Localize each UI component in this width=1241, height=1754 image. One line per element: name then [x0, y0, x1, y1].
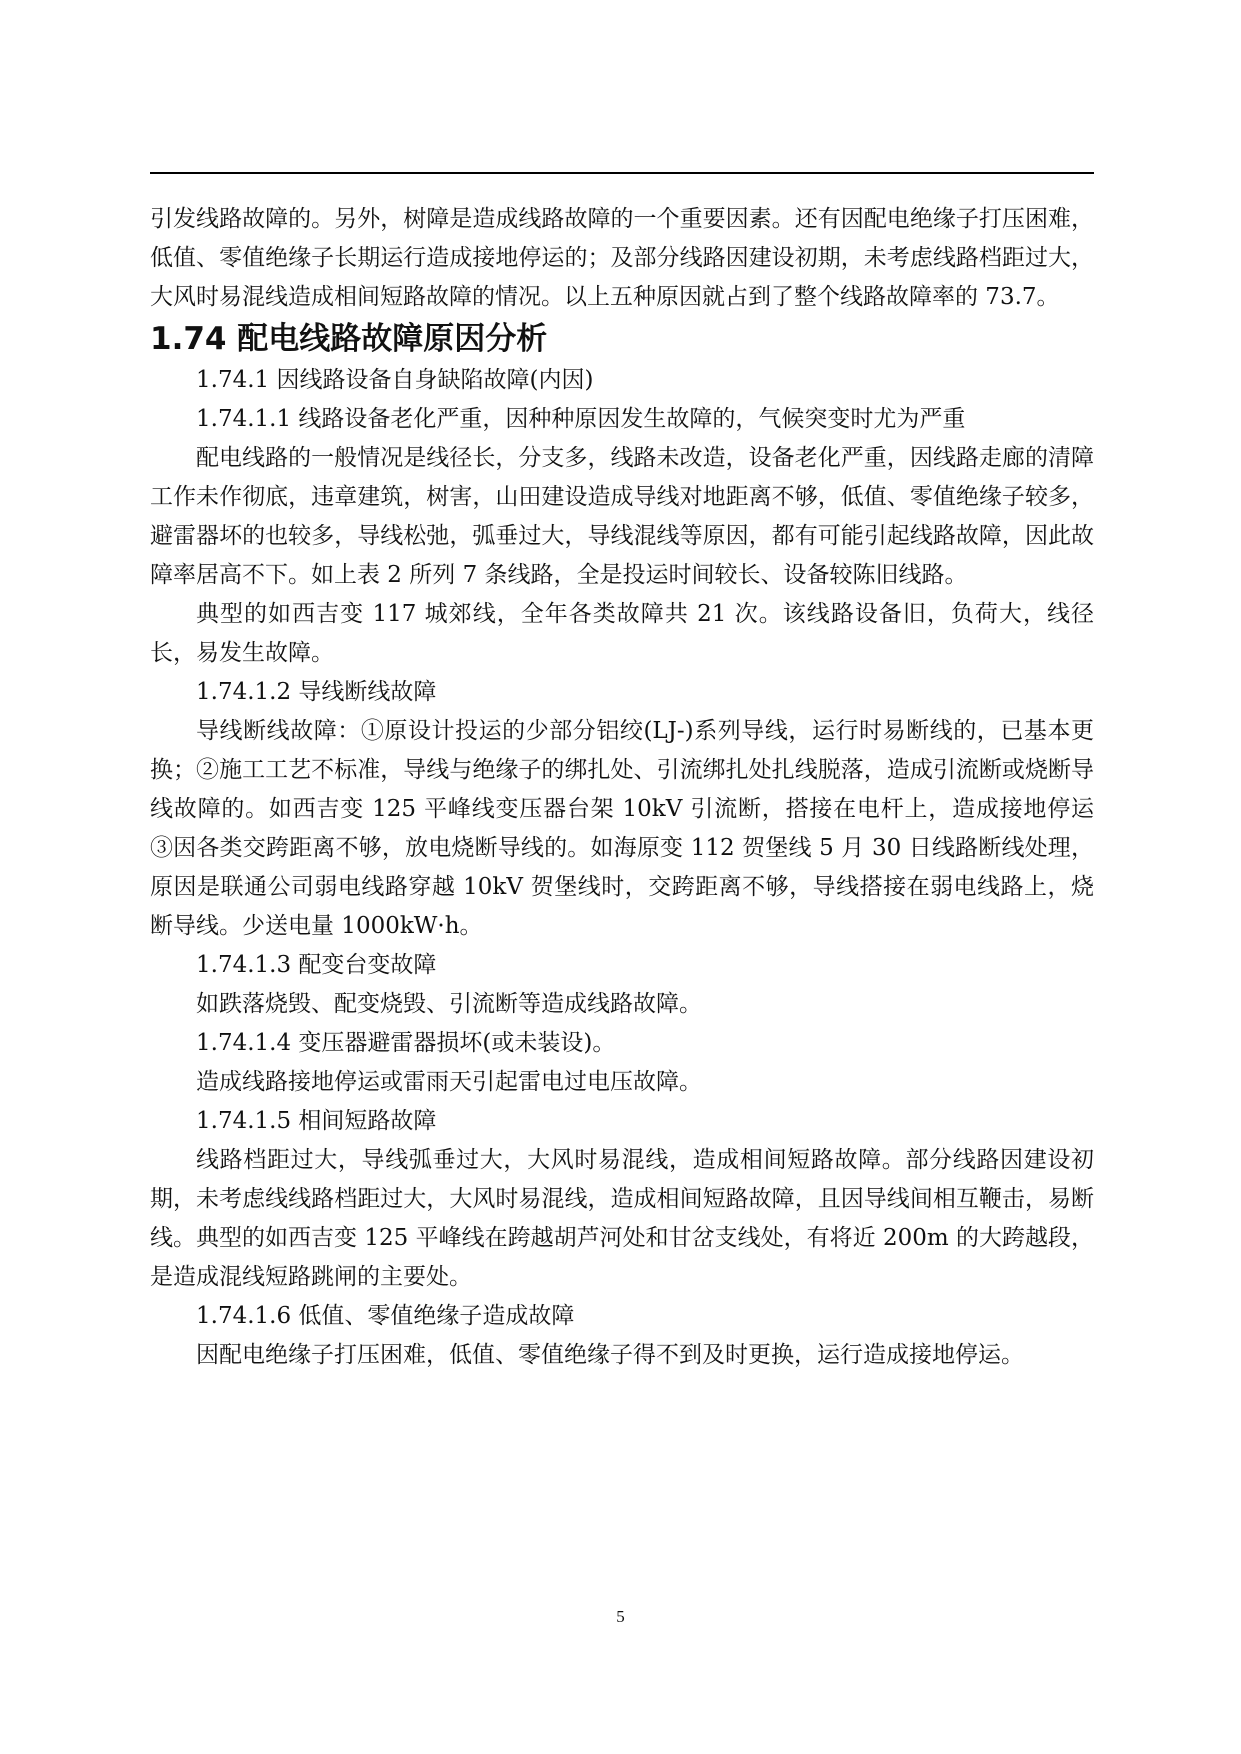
- paragraph: 配电线路的一般情况是线径长，分支多，线路未改造，设备老化严重，因线路走廊的清障工作未作彻底，违章建筑，树害，山田建设造成导线对地距离不够，低值、零值绝缘子较多，避雷器坏的也较多，导线松弛，弧垂过大，导线混线等原因，都有可能引起线路故障，因此故障率居高不下。如上表 2 所列 7 条线路，全是投运时间较长、设备较陈旧线路。: [150, 445, 1094, 588]
- subsection-heading: 1.74.1.6 低值、零值绝缘子造成故障: [196, 1303, 575, 1329]
- paragraph: 典型的如西吉变 117 城郊线，全年各类故障共 21 次。该线路设备旧，负荷大，线径长，易发生故障。: [150, 601, 1094, 666]
- subsection-heading: 1.74.1.3 配变台变故障: [196, 952, 437, 978]
- paragraph: 因配电绝缘子打压困难，低值、零值绝缘子得不到及时更换，运行造成接地停运。: [196, 1342, 1024, 1368]
- subsection-heading: 1.74.1.4 变压器避雷器损坏(或未装设)。: [196, 1030, 616, 1056]
- header-rule: [150, 172, 1094, 174]
- paragraph: 如跌落烧毁、配变烧毁、引流断等造成线路故障。: [196, 991, 702, 1017]
- subsection-heading: 1.74.1.5 相间短路故障: [196, 1108, 437, 1134]
- subsection-heading: 1.74.1.1 线路设备老化严重，因种种原因发生故障的，气候突变时尤为严重: [196, 406, 966, 432]
- page-number: 5: [616, 1607, 625, 1626]
- paragraph: 造成线路接地停运或雷雨天引起雷电过电压故障。: [196, 1069, 702, 1095]
- section-heading: 1.74 配电线路故障原因分析: [150, 321, 548, 357]
- subsection-heading: 1.74.1 因线路设备自身缺陷故障(内因): [196, 367, 594, 393]
- paragraph: 引发线路故障的。另外，树障是造成线路故障的一个重要因素。还有因配电绝缘子打压困难，低值、零值绝缘子长期运行造成接地停运的；及部分线路因建设初期，未考虑线路档距过大，大风时易混线造成相间短路故障的情况。以上五种原因就占到了整个线路故障率的 73.7。: [150, 206, 1094, 310]
- subsection-heading: 1.74.1.2 导线断线故障: [196, 679, 437, 705]
- paragraph: 线路档距过大，导线弧垂过大，大风时易混线，造成相间短路故障。部分线路因建设初期，未考虑线线路档距过大，大风时易混线，造成相间短路故障，且因导线间相互鞭击，易断线。典型的如西吉变 125 平峰线在跨越胡芦河处和甘岔支线处，有将近 200m 的大跨越段，是造成混线短路跳闸的主要处。: [150, 1147, 1094, 1290]
- page-content: [150, 200, 1094, 1375]
- paragraph: 导线断线故障：①原设计投运的少部分铝绞(LJ-)系列导线，运行时易断线的，已基本更换；②施工工艺不标准，导线与绝缘子的绑扎处、引流绑扎处扎线脱落，造成引流断或烧断导线故障的。如西吉变 125 平峰线变压器台架 10kV 引流断，搭接在电杆上，造成接地停运 ③因各类交跨距离不够，放电烧断导线的。如海原变 112 贺堡线 5 月 30 日线路断线处理，原因是联通公司弱电线路穿越 10kV 贺堡线时，交跨距离不够，导线搭接在弱电线路上，烧断导线。少送电量 1000kW·h。: [150, 718, 1094, 939]
